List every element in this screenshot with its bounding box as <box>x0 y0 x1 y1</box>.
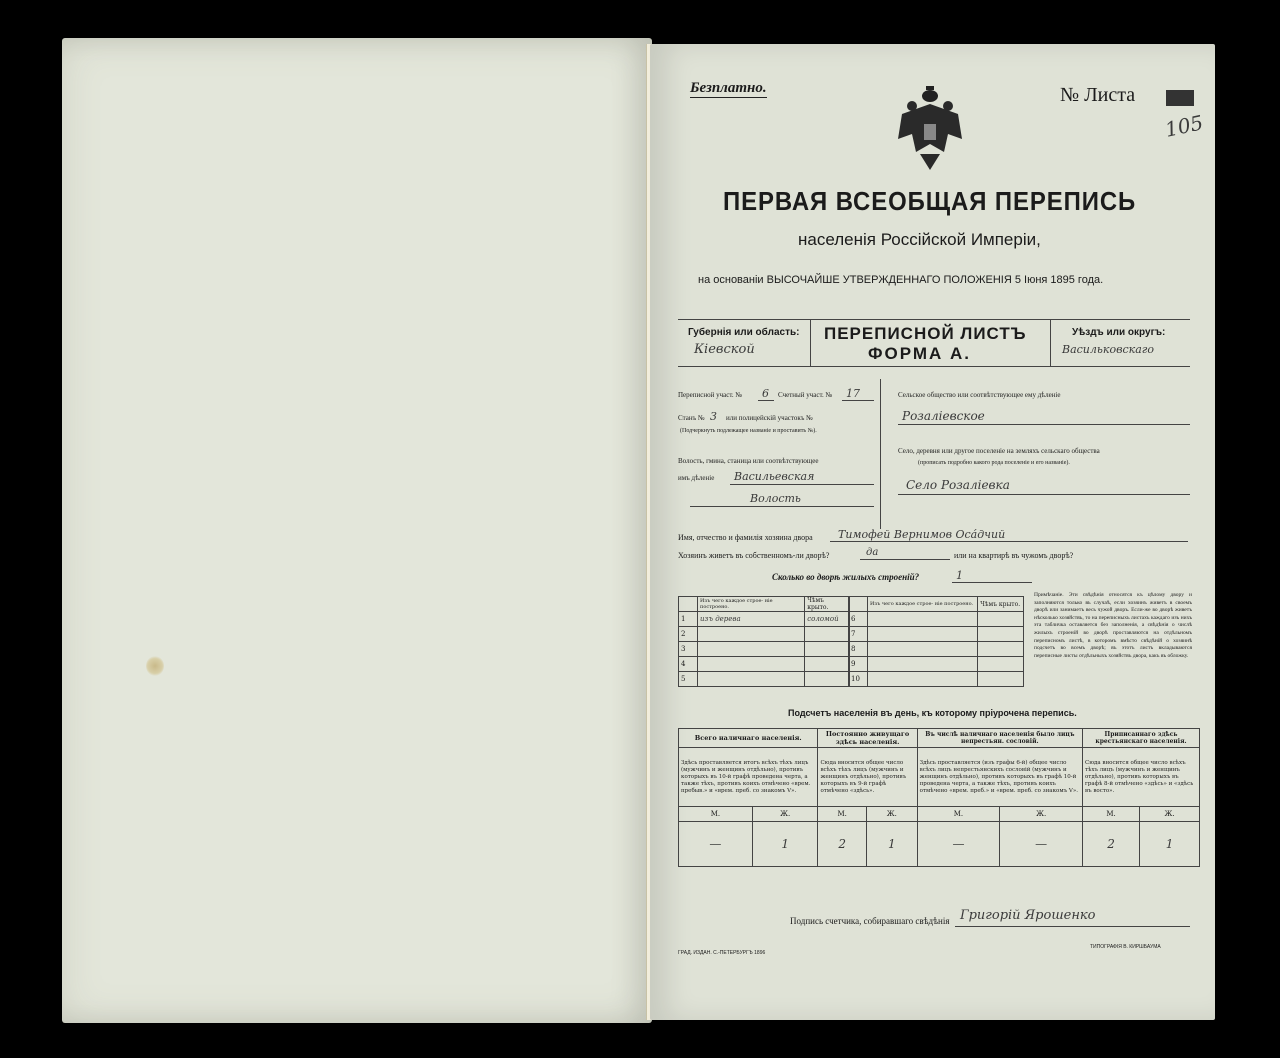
row-number: 10 <box>849 672 868 687</box>
form-heading: ПЕРЕПИСНОЙ ЛИСТЪ <box>824 324 1027 343</box>
village-value: Село Розаліевка <box>906 478 1010 492</box>
uezd-value: Васильковскаго <box>1062 343 1154 356</box>
volost-label-2: имъ дѣленіе <box>678 474 715 482</box>
col-roof-header: Чѣмъ крыто. <box>978 597 1024 612</box>
gubernia-value: Кіевской <box>694 342 755 357</box>
row-number: 1 <box>679 612 698 627</box>
owner-value: Тимофей Вернимов Оса́дчий <box>838 528 1006 541</box>
left-page <box>62 38 652 1023</box>
stan-rest: или полицейскій участокъ № <box>726 414 813 422</box>
row-number: 9 <box>849 657 868 672</box>
roof-cell <box>805 672 850 687</box>
non-peasant-header: Въ числѣ наличнаго населенія было лицъ непрестьян. сословій. <box>917 729 1082 748</box>
count-cell: 1 <box>752 822 818 867</box>
row-number: 7 <box>849 627 868 642</box>
total-population-header: Всего наличнаго населенія. <box>679 729 818 748</box>
male-header: М. <box>1082 807 1139 822</box>
row-number: 2 <box>679 627 698 642</box>
gubernia-label: Губернія или область: <box>688 327 800 338</box>
eagle-emblem-icon <box>890 84 970 174</box>
free-label: Безплатно. <box>690 80 767 96</box>
count-label: Счетный участ. № <box>778 391 833 399</box>
count-cell: — <box>917 822 1000 867</box>
buildings-value: 1 <box>956 569 963 582</box>
female-header: Ж. <box>752 807 818 822</box>
buildings-label: Сколько во дворѣ жилыхъ строеній? <box>772 572 920 582</box>
typography-imprint: ТИПОГРАФІЯ В. КИРШБАУМА <box>1090 944 1161 950</box>
buildings-table-left <box>678 596 850 687</box>
volost-label: Волость, гмина, станица или соотвѣтствующее <box>678 457 819 465</box>
material-cell <box>698 627 805 642</box>
total-population-desc: Здѣсь проставляется итогъ всѣхъ тѣхъ лицъ (мужчинъ и женщинъ отдѣльно), противъ которыхъ въ 10-й графѣ проведена черта, а также тѣхъ, противъ коихъ отмѣчено «врем. пребыв.» и «врем. преб. со знакомъ V». <box>679 748 818 807</box>
buildings-table-right <box>848 596 1024 687</box>
male-header: М. <box>917 807 1000 822</box>
material-cell <box>698 657 805 672</box>
lives-rest: или на квартирѣ въ чужомъ дворѣ? <box>954 551 1074 560</box>
printer-imprint: ГРАД. ИЗДАН. С.-ПЕТЕРБУРГЪ 1896 <box>678 950 766 956</box>
ink-blot <box>1166 90 1194 106</box>
material-cell <box>698 642 805 657</box>
female-header: Ж. <box>866 807 917 822</box>
volost-value: Васильевская <box>734 470 815 483</box>
census-form-page <box>650 44 1215 1020</box>
roof-cell <box>805 657 850 672</box>
row-number: 4 <box>679 657 698 672</box>
roof-cell <box>805 627 850 642</box>
sheet-number-value: 105 <box>1162 110 1206 142</box>
female-header: Ж. <box>1000 807 1083 822</box>
count-cell: — <box>1000 822 1083 867</box>
uezd-label: Уѣздъ или округъ: <box>1072 327 1166 338</box>
stan-note: (Подчеркнуть подлежащее названіе и проставить №). <box>680 428 817 434</box>
village-note: (прописать подробно какого рода поселеніе и его названіе). <box>918 460 1070 466</box>
stan-label: Станъ № <box>678 414 705 422</box>
lives-value: да <box>866 547 879 558</box>
male-header: М. <box>818 807 866 822</box>
form-variant: ФОРМА А. <box>868 344 972 363</box>
volost-value-2: Волость <box>750 492 801 505</box>
lives-label: Хозяинъ живетъ въ собственномъ-ли дворѣ? <box>678 551 830 560</box>
count-cell: 1 <box>866 822 917 867</box>
stain-mark <box>146 656 164 676</box>
col-roof-header: Чѣмъ крыто. <box>805 597 850 612</box>
footnote: Примѣчаніе. Эти свѣдѣнія относятся къ цѣлому двору и заполняются только въ случаѣ, если хозяинъ живетъ в своемъ дворѣ или занимаетъ весь чужой дворъ. Если-же во дворѣ живетъ нѣсколько хозяйствъ, то на переписныхъ листахъ каждаго изъ нихъ эта табличка оставляется без заполненія, а свѣдѣнія о числѣ жилыхъ строеній во дворѣ проставляются на отдѣльномъ переписномъ листѣ, в которомъ вмѣсто свѣдѣній о хозяинѣ подсчетъ во всемъ дворѣ; въ этотъ листъ вкладываются переписные листы отдѣльныхъ хозяйствъ двора, какъ въ обложку. <box>1034 592 1192 659</box>
row-number: 5 <box>679 672 698 687</box>
district-label: Переписной участ. № <box>678 391 743 399</box>
count-cell: 1 <box>1140 822 1200 867</box>
material-cell <box>698 672 805 687</box>
roof-cell: соломой <box>805 612 850 627</box>
district-value: 6 <box>762 387 769 400</box>
count-cell: 2 <box>818 822 866 867</box>
count-cell: — <box>679 822 753 867</box>
legal-basis: на основаніи ВЫСОЧАЙШЕ УТВЕРЖДЕННАГО ПОЛОЖЕНІЯ 5 Іюня 1895 года. <box>698 274 1104 286</box>
female-header: Ж. <box>1140 807 1200 822</box>
registered-peasant-desc: Сюда вносится общее число всѣхъ тѣхъ лицъ (мужчинъ и женщинъ отдѣльно), противъ которыхъ въ графѣ 8-й отмѣчено «здѣсь» и «здѣсь въ восто». <box>1082 748 1199 807</box>
village-label: Село, деревня или другое поселеніе на земляхъ сельскаго общества <box>898 447 1100 455</box>
population-table <box>678 728 1200 867</box>
population-title: Подсчетъ населенія въ день, къ которому пріурочена перепись. <box>788 708 1077 718</box>
resident-population-desc: Сюда вносится общее число всѣхъ тѣхъ лицъ (мужчинъ и женщинъ отдѣльно), противъ которыхъ въ 9-й графѣ отмѣчено «здѣсь». <box>818 748 917 807</box>
row-number: 6 <box>849 612 868 627</box>
sheet-number-label: № Листа <box>1060 84 1136 106</box>
row-number: 8 <box>849 642 868 657</box>
stan-value: 3 <box>710 410 717 423</box>
form-title: ПЕРВАЯ ВСЕОБЩАЯ ПЕРЕПИСЬ <box>723 186 1137 216</box>
count-value: 17 <box>846 387 860 400</box>
row-number: 3 <box>679 642 698 657</box>
material-cell: изъ дерева <box>698 612 805 627</box>
signature-label: Подпись счетчика, собиравшаго свѣдѣнія <box>790 916 950 926</box>
roof-cell <box>805 642 850 657</box>
owner-label: Имя, отчество и фамилія хозяина двора <box>678 533 813 542</box>
col-material-header: Изъ чего каждое строе- ніе построено. <box>868 597 978 612</box>
society-value: Розаліевское <box>902 409 985 423</box>
form-subtitle: населенія Россійской Имперіи, <box>798 230 1041 249</box>
resident-population-header: Постоянно живущаго здѣсь населенія. <box>818 729 917 748</box>
count-cell: 2 <box>1082 822 1139 867</box>
society-label: Сельское общество или соотвѣтствующее ему дѣленіе <box>898 391 1061 399</box>
non-peasant-desc: Здѣсь проставляется (изъ графы 6-й) общее число всѣхъ лицъ непрестьянскихъ сословій (мужчинъ и женщинъ отдѣльно), противъ которыхъ въ графѣ 10-й проведена черта, а также тѣхъ, противъ коихъ отмѣчено «врем. преб.» и «врем. преб. со знакомъ V». <box>917 748 1082 807</box>
male-header: М. <box>679 807 753 822</box>
registered-peasant-header: Приписаннаго здѣсь крестьянскаго населенія. <box>1082 729 1199 748</box>
signature-value: Григорій Ярошенко <box>960 908 1096 923</box>
col-material-header: Изъ чего каждое строе- ніе построено. <box>698 597 805 612</box>
